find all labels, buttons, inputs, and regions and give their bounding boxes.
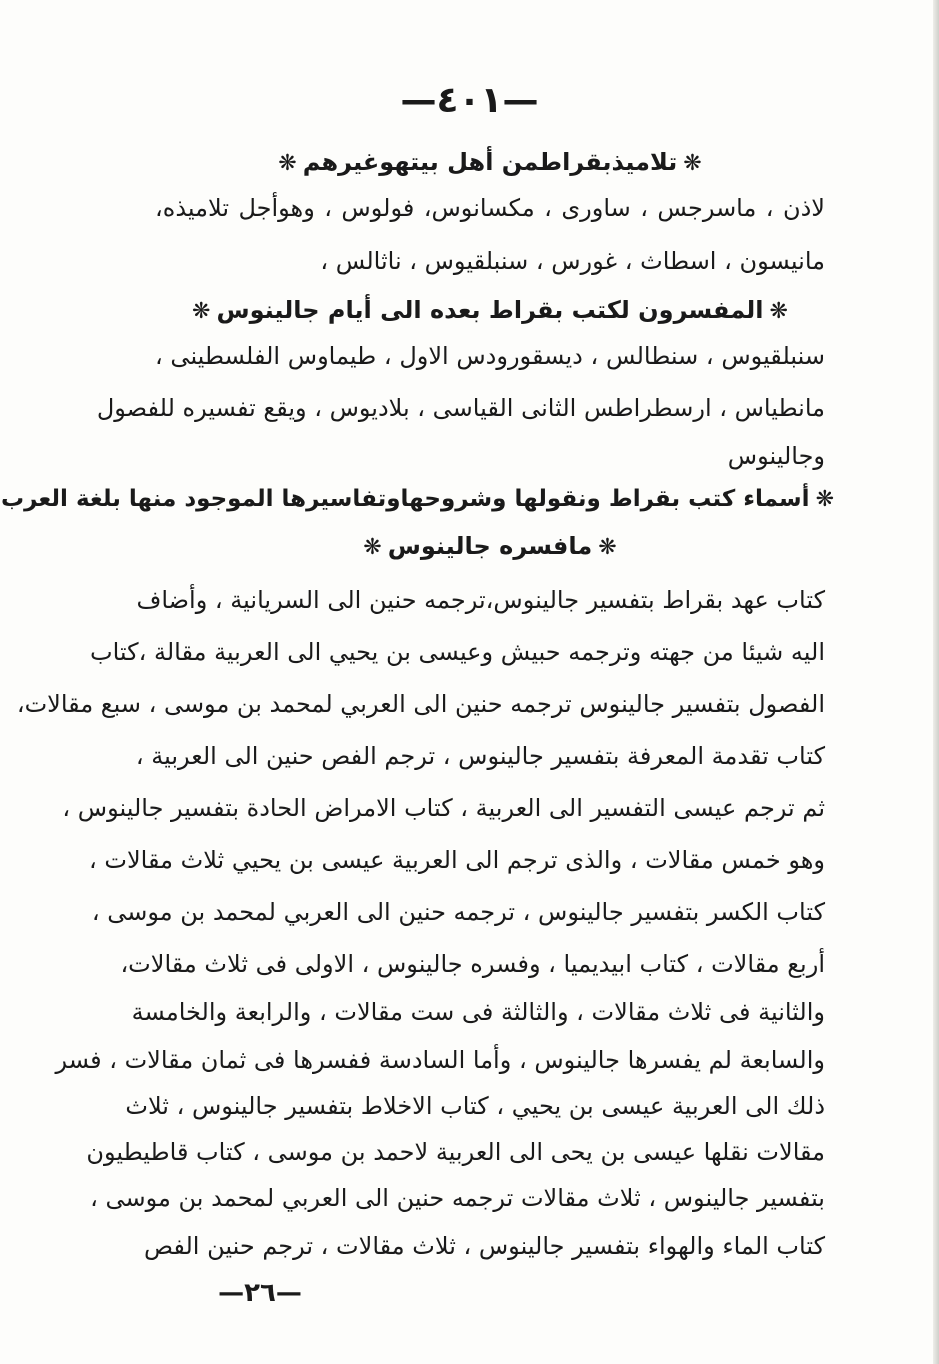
text-line: لاذن ، ماسرجس ، ساورى ، مكسانوس، فولوس ، وهوأجل تلاميذه، — [155, 194, 825, 222]
section-heading-galen — [150, 532, 830, 560]
ornament-star-icon: ❋ — [278, 150, 297, 176]
text-line: ثم ترجم عيسى التفسير الى العربية ، كتاب الامراض الحادة بتفسير جالينوس ، — [62, 794, 825, 822]
heading-text: أسماء كتب بقراط ونقولها وشروحهاوتفاسيرها الموجود منها بلغة العرب — [1, 486, 810, 512]
page-edge — [933, 0, 939, 1364]
text-line: والسابعة لم يفسرها جالينوس ، وأما السادسة ففسرها فى ثمان مقالات ، فسر — [55, 1046, 825, 1074]
ornament-star-icon: ❋ — [815, 487, 834, 512]
heading-text: تلاميذبقراطمن أهل بيتهوغيرهم — [302, 148, 678, 176]
page-number-bottom: —٢٦— — [218, 1278, 302, 1308]
ornament-star-icon: ❋ — [598, 534, 617, 560]
ornament-star-icon: ❋ — [363, 534, 382, 560]
ornament-star-icon: ❋ — [769, 298, 788, 324]
text-line: مانطياس ، ارسطراطس الثانى القياسى ، بلاديوس ، ويقع تفسيره للفصول — [96, 394, 825, 422]
text-line: والثانية فى ثلاث مقالات ، والثالثة فى ست مقالات ، والرابعة والخامسة — [131, 998, 825, 1026]
section-heading-book-names — [1, 486, 840, 512]
text-line: كتاب الكسر بتفسير جالينوس ، ترجمه حنين الى العربي لمحمد بن موسى ، — [91, 898, 825, 926]
section-heading-students — [150, 148, 830, 176]
text-line: ذلك الى العربية عيسى بن يحيي ، كتاب الاخلاط بتفسير جالينوس ، ثلاث — [125, 1092, 825, 1120]
heading-text: المفسرون لكتب بقراط بعده الى أيام جالينوس — [216, 296, 764, 324]
text-line: كتاب عهد بقراط بتفسير جالينوس،ترجمه حنين الى السريانية ، وأضاف — [136, 586, 825, 614]
text-line: كتاب تقدمة المعرفة بتفسير جالينوس ، ترجم الفص حنين الى العربية ، — [135, 742, 825, 770]
text-line: وهو خمس مقالات ، والذى ترجم الى العربية عيسى بن يحيي ثلاث مقالات ، — [89, 846, 825, 874]
ornament-star-icon: ❋ — [683, 150, 702, 176]
text-line: كتاب الماء والهواء بتفسير جالينوس ، ثلاث مقالات ، ترجم حنين الفص — [143, 1232, 825, 1260]
text-line: بتفسير جالينوس ، ثلاث مقالات ترجمه حنين الى العربي لمحمد بن موسى ، — [90, 1184, 825, 1212]
text-line: أربع مقالات ، كتاب ابيديميا ، وفسره جالينوس ، الاولى فى ثلاث مقالات، — [120, 950, 825, 978]
text-line: اليه شيئا من جهته وترجمه حبيش وعيسى بن يحيي الى العربية مقالة ،كتاب — [90, 638, 825, 666]
ornament-star-icon: ❋ — [192, 298, 211, 324]
section-heading-commentators — [150, 296, 830, 324]
text-line: وجالينوس — [727, 442, 825, 470]
page-number-top: —٤٠١— — [400, 80, 539, 121]
heading-text: مافسره جالينوس — [387, 532, 593, 560]
text-line: الفصول بتفسير جالينوس ترجمه حنين الى العربي لمحمد بن موسى ، سبع مقالات، — [16, 690, 825, 718]
text-line: مانيسون ، اسطاث ، غورس ، سنبلقيوس ، ناثالس ، — [320, 247, 825, 275]
text-line: مقالات نقلها عيسى بن يحى الى العربية لاحمد بن موسى ، كتاب قاطيطيون — [86, 1138, 825, 1166]
text-line: سنبلقيوس ، سنطالس ، ديسقورودس الاول ، طيماوس الفلسطينى ، — [155, 342, 825, 370]
